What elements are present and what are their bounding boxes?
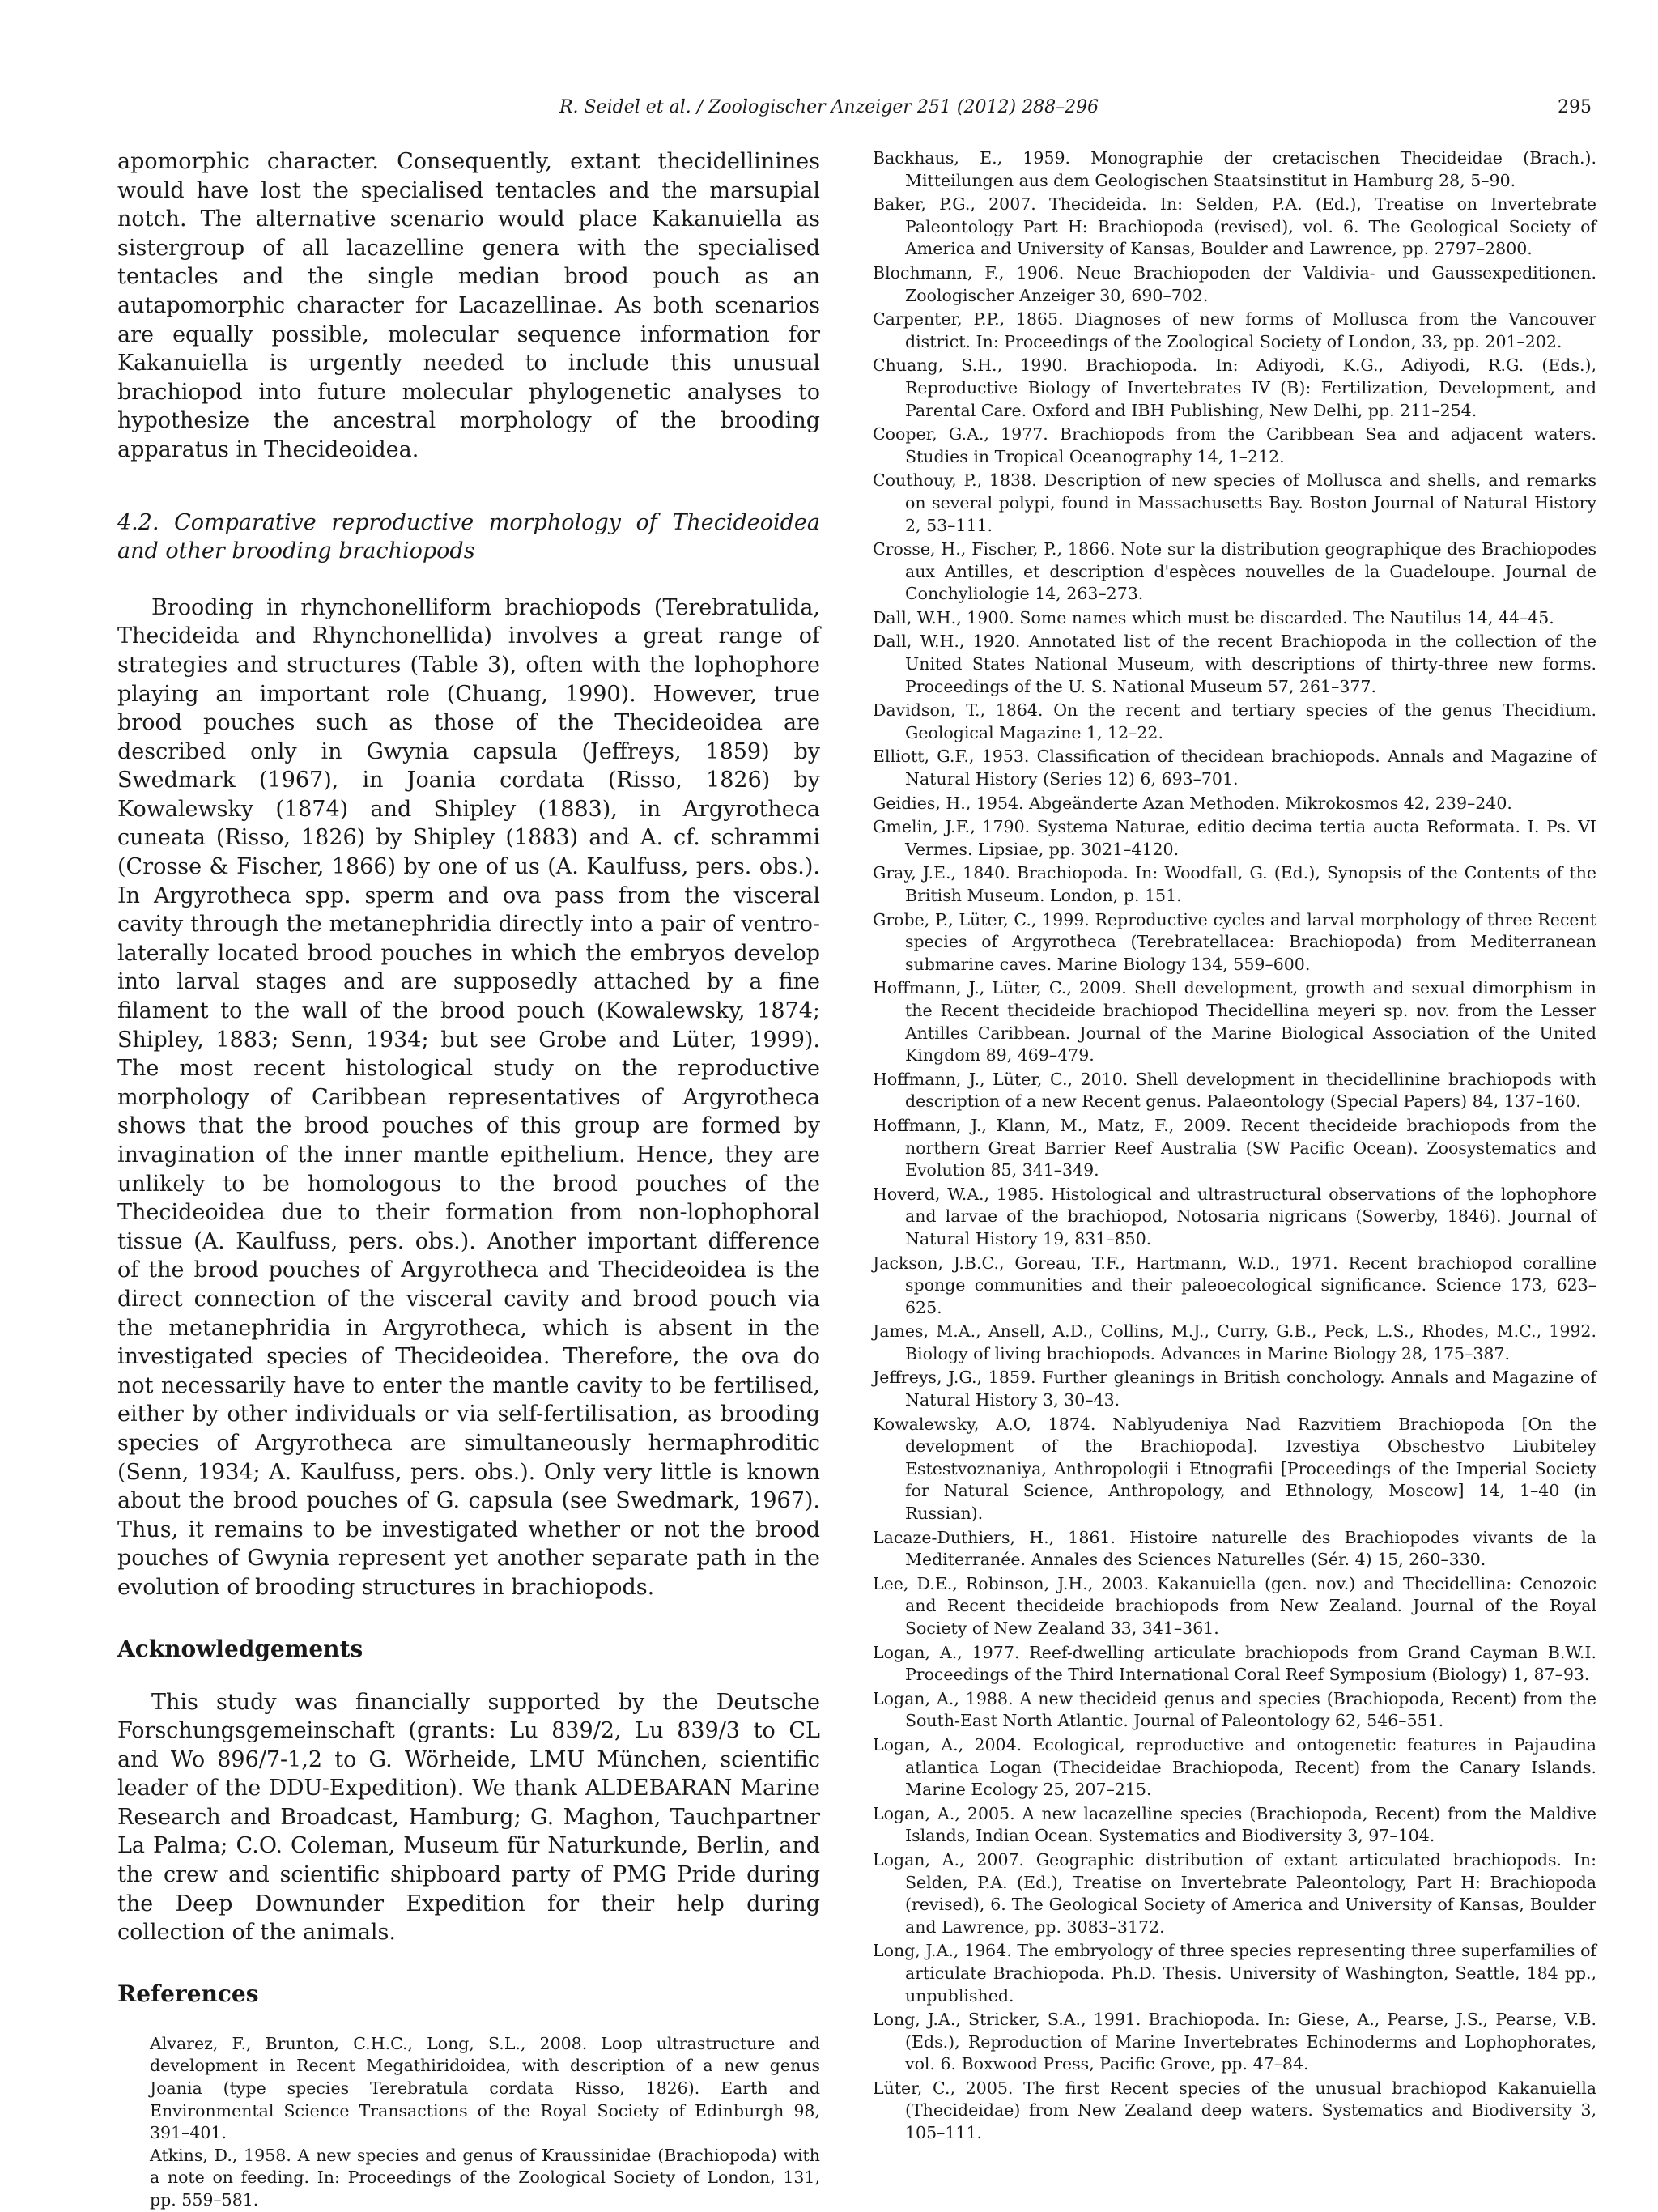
reference-entry: Hoffmann, J., Klann, M., Matz, F., 2009. Recent thecideide brachiopods from the northern Great Barrier Reef Australia (SW Pacific Ocean). Zoosystematics and Evolution 85, 341–349.	[873, 1115, 1596, 1180]
journal-citation: R. Seidel et al. / Zoologischer Anzeiger 251 (2012) 288–296	[559, 97, 1099, 117]
reference-entry: Crosse, H., Fischer, P., 1866. Note sur la distribution geographique des Brachiopodes aux Antilles, et description d'espèces nouvelles de la Guadeloupe. Journal de Conchyliologie 14, 263–273.	[873, 539, 1596, 604]
reference-entry: Logan, A., 1977. Reef-dwelling articulate brachiopods from Grand Cayman B.W.I. Proceedings of the Third International Coral Reef Symposium (Biology) 1, 87–93.	[873, 1642, 1596, 1685]
reference-entry: Hoffmann, J., Lüter, C., 2010. Shell development in thecidellinine brachiopods with description of a new Recent genus. Palaeontology (Special Papers) 84, 137–160.	[873, 1069, 1596, 1112]
reference-entry: Lüter, C., 2005. The first Recent species of the unusual brachiopod Kakanuiella (Thecideidae) from New Zealand deep waters. Systematics and Biodiversity 3, 105–111.	[873, 2078, 1596, 2143]
reference-entry: Logan, A., 2007. Geographic distribution of extant articulated brachiopods. In: Selden, P.A. (Ed.), Treatise on Invertebrate Paleontology, Part H: Brachiopoda (revised), 6. The Geological Society of America and University of Kansas, Boulder and Lawrence, pp. 3083–3172.	[873, 1849, 1596, 1937]
reference-entry: Cooper, G.A., 1977. Brachiopods from the Caribbean Sea and adjacent waters. Studies in Tropical Oceanography 14, 1–212.	[873, 424, 1596, 466]
reference-entry: Kowalewsky, A.O, 1874. Nablyudeniya Nad Razvitiem Brachiopoda [On the development of the Brachiopoda]. Izvestiya Obschestvo Liubiteley Estestvoznaniya, Anthropologii i Etnografii [Proceedings of the Imperial Society for Natural Science, Anthropology, and Ethnology, Moscow] 14, 1–40 (in Russian).	[873, 1414, 1596, 1524]
acknowledgements-text: This study was financially supported by the Deutsche Forschungsgemeinschaft (grants: Lu 839/2, Lu 839/3 to CL and Wo 896/7-1,2 to G. Wörheide, LMU München, scientific leader of the DDU-Expedition). We thank ALDEBARAN Marine Research and Broadcast, Hamburg; G. Maghon, Tauchpartner La Palma; C.O. Coleman, Museum für Naturkunde, Berlin, and the crew and scientific shipboard party of PMG Pride during the Deep Downunder Expedition for their help during collection of the animals.	[117, 1689, 820, 1946]
left-column	[117, 147, 820, 2212]
reference-entry: Dall, W.H., 1920. Annotated list of the recent Brachiopoda in the collection of the United States National Museum, with descriptions of thirty-three new forms. Proceedings of the U. S. National Museum 57, 261–377.	[873, 632, 1596, 696]
reference-entry: Baker, P.G., 2007. Thecideida. In: Selden, P.A. (Ed.), Treatise on Invertebrate Paleontology Part H: Brachiopoda (revised), vol. 6. The Geological Society of America and University of Kansas, Boulder and Lawrence, pp. 2797–2800.	[873, 194, 1596, 259]
reference-entry: Jeffreys, J.G., 1859. Further gleanings in British conchology. Annals and Magazine of Natural History 3, 30–43.	[873, 1368, 1596, 1410]
reference-entry: Logan, A., 2005. A new lacazelline species (Brachiopoda, Recent) from the Maldive Islands, Indian Ocean. Systematics and Biodiversity 3, 97–104.	[873, 1803, 1596, 1846]
reference-entry: Long, J.A., Stricker, S.A., 1991. Brachiopoda. In: Giese, A., Pearse, J.S., Pearse, V.B. (Eds.), Reproduction of Marine Invertebrates Echinoderms and Lophophorates, vol. 6. Boxwood Press, Pacific Grove, pp. 47–84.	[873, 2010, 1596, 2074]
page-number: 295	[1558, 97, 1592, 117]
reference-entry: Grobe, P., Lüter, C., 1999. Reproductive cycles and larval morphology of three Recent species of Argyrotheca (Terebratellacea: Brachiopoda) from Mediterranean submarine caves. Marine Biology 134, 559–600.	[873, 909, 1596, 974]
reference-entry: Hoverd, W.A., 1985. Histological and ultrastructural observations of the lophophore and larvae of the brachiopod, Notosaria nigricans (Sowerby, 1846). Journal of Natural History 19, 831–850.	[873, 1184, 1596, 1249]
reference-entry: Alvarez, F., Brunton, C.H.C., Long, S.L., 2008. Loop ultrastructure and development in Recent Megathiridoidea, with description of a new genus Joania (type species Terebratula cordata Risso, 1826). Earth and Environmental Science Transactions of the Royal Society of Edinburgh 98, 391–401.	[150, 2033, 820, 2143]
references-heading: References	[117, 1980, 259, 2007]
reference-entry: Elliott, G.F., 1953. Classification of thecidean brachiopods. Annals and Magazine of Natural History (Series 12) 6, 693–701.	[873, 747, 1596, 789]
reference-entry: Backhaus, E., 1959. Monographie der cretacischen Thecideidae (Brach.). Mitteilungen aus dem Geologischen Staatsinstitut in Hamburg 28, 5–90.	[873, 148, 1596, 190]
reference-entry: Blochmann, F., 1906. Neue Brachiopoden der Valdivia- und Gaussexpeditionen. Zoologischer Anzeiger 30, 690–702.	[873, 262, 1596, 305]
acknowledgements-heading: Acknowledgements	[117, 1635, 363, 1662]
reference-entry: Lacaze-Duthiers, H., 1861. Histoire naturelle des Brachiopodes vivants de la Mediterranée. Annales des Sciences Naturelles (Sér. 4) 15, 260–330.	[873, 1527, 1596, 1570]
reference-entry: Gray, J.E., 1840. Brachiopoda. In: Woodfall, G. (Ed.), Synopsis of the Contents of the British Museum. London, p. 151.	[873, 863, 1596, 905]
reference-entry: Logan, A., 1988. A new thecideid genus and species (Brachiopoda, Recent) from the South-East North Atlantic. Journal of Paleontology 62, 546–551.	[873, 1688, 1596, 1731]
section-heading: 4.2. Comparative reproductive morphology of Thecideoidea and other brooding brachiopods	[117, 509, 820, 564]
reference-entry: Geidies, H., 1954. Abgeänderte Azan Methoden. Mikrokosmos 42, 239–240.	[873, 793, 1512, 813]
reference-entry: Lee, D.E., Robinson, J.H., 2003. Kakanuiella (gen. nov.) and Thecidellina: Cenozoic and Recent thecideide brachiopods from New Zealand. Journal of the Royal Society of New Zealand 33, 341–361.	[873, 1573, 1596, 1638]
right-column-references	[873, 147, 1596, 2146]
body-paragraph: apomorphic character. Consequently, extant thecidellinines would have lost the specialised tentacles and the marsupial notch. The alternative scenario would place Kakanuiella as sistergroup of all lacazelline genera with the specialised tentacles and the single median brood pouch as an autapomorphic character for Lacazellinae. As both scenarios are equally possible, molecular sequence information for Kakanuiella is urgently needed to include this unusual brachiopod into future molecular phylogenetic analyses to hypothesize the ancestral morphology of the brooding apparatus in Thecideoidea.	[117, 149, 820, 462]
reference-entry: Logan, A., 2004. Ecological, reproductive and ontogenetic features in Pajaudina atlantica Logan (Thecideidae Brachiopoda, Recent) from the Canary Islands. Marine Ecology 25, 207–215.	[873, 1734, 1596, 1800]
reference-entry: Dall, W.H., 1900. Some names which must be discarded. The Nautilus 14, 44–45.	[873, 607, 1554, 627]
reference-entry: James, M.A., Ansell, A.D., Collins, M.J., Curry, G.B., Peck, L.S., Rhodes, M.C., 1992. Biology of living brachiopods. Advances in Marine Biology 28, 175–387.	[873, 1321, 1596, 1363]
reference-entry: Gmelin, J.F., 1790. Systema Naturae, editio decima tertia aucta Reformata. I. Ps. VI Vermes. Lipsiae, pp. 3021–4120.	[873, 817, 1596, 859]
reference-entry: Davidson, T., 1864. On the recent and tertiary species of the genus Thecidium. Geological Magazine 1, 12–22.	[873, 700, 1596, 742]
reference-entry: Couthouy, P., 1838. Description of new species of Mollusca and shells, and remarks on several polypi, found in Massachusetts Bay. Boston Journal of Natural History 2, 53–111.	[873, 470, 1596, 535]
reference-entry: Hoffmann, J., Lüter, C., 2009. Shell development, growth and sexual dimorphism in the Recent thecideide brachiopod Thecidellina meyeri sp. nov. from the Lesser Antilles Caribbean. Journal of the Marine Biological Association of the United Kingdom 89, 469–479.	[873, 978, 1596, 1066]
body-paragraph: Brooding in rhynchonelliform brachiopods (Terebratulida, Thecideida and Rhynchonellida) involves a great range of strategies and structures (Table 3), often with the lophophore playing an important role (Chuang, 1990). However, true brood pouches such as those of the Thecideoidea are described only in Gwynia capsula (Jeffreys, 1859) by Swedmark (1967), in Joania cordata (Risso, 1826) by Kowalewsky (1874) and Shipley (1883), in Argyrotheca cuneata (Risso, 1826) by Shipley (1883) and A. cf. schrammi (Crosse & Fischer, 1866) by one of us (A. Kaulfuss, pers. obs.). In Argyrotheca spp. sperm and ova pass from the visceral cavity through the metanephridia directly into a pair of ventro-laterally located brood pouches in which the embryos develop into larval stages and are supposedly attached by a fine filament to the wall of the brood pouch (Kowalewsky, 1874; Shipley, 1883; Senn, 1934; but see Grobe and Lüter, 1999). The most recent histological study on the reproductive morphology of Caribbean representatives of Argyrotheca shows that the brood pouches of this group are formed by invagination of the inner mantle epithelium. Hence, they are unlikely to be homologous to the brood pouches of the Thecideoidea due to their formation from non-lophophoral tissue (A. Kaulfuss, pers. obs.). Another important difference of the brood pouches of Argyrotheca and Thecideoidea is the direct connection of the visceral cavity and brood pouch via the metanephridia in Argyrotheca, which is absent in the investigated species of Thecideoidea. Therefore, the ova do not necessarily have to enter the mantle cavity to be fertilised, either by other individuals or via self-fertilisation, as brooding species of Argyrotheca are simultaneously hermaphroditic (Senn, 1934; A. Kaulfuss, pers. obs.). Only very little is known about the brood pouches of G. capsula (see Swedmark, 1967). Thus, it remains to be investigated whether or not the brood pouches of Gwynia represent yet another separate path in the evolution of brooding structures in brachiopods.	[117, 594, 820, 1600]
reference-entry: Chuang, S.H., 1990. Brachiopoda. In: Adiyodi, K.G., Adiyodi, R.G. (Eds.), Reproductive Biology of Invertebrates IV (B): Fertilization, Development, and Parental Care. Oxford and IBH Publishing, New Delhi, pp. 211–254.	[873, 355, 1596, 420]
running-head	[0, 97, 1658, 121]
reference-entry: Atkins, D., 1958. A new species and genus of Kraussinidae (Brachiopoda) with a note on feeding. In: Proceedings of the Zoological Society of London, 131, pp. 559–581.	[150, 2145, 820, 2210]
reference-entry: Long, J.A., 1964. The embryology of three species representing three superfamilies of articulate Brachiopoda. Ph.D. Thesis. University of Washington, Seattle, 184 pp., unpublished.	[873, 1941, 1596, 2006]
reference-list-left	[117, 2033, 820, 2212]
reference-entry: Jackson, J.B.C., Goreau, T.F., Hartmann, W.D., 1971. Recent brachiopod coralline sponge communities and their paleoecological significance. Science 173, 623–625.	[873, 1253, 1596, 1317]
reference-entry: Carpenter, P.P., 1865. Diagnoses of new forms of Mollusca from the Vancouver district. In: Proceedings of the Zoological Society of London, 33, pp. 201–202.	[873, 309, 1596, 351]
